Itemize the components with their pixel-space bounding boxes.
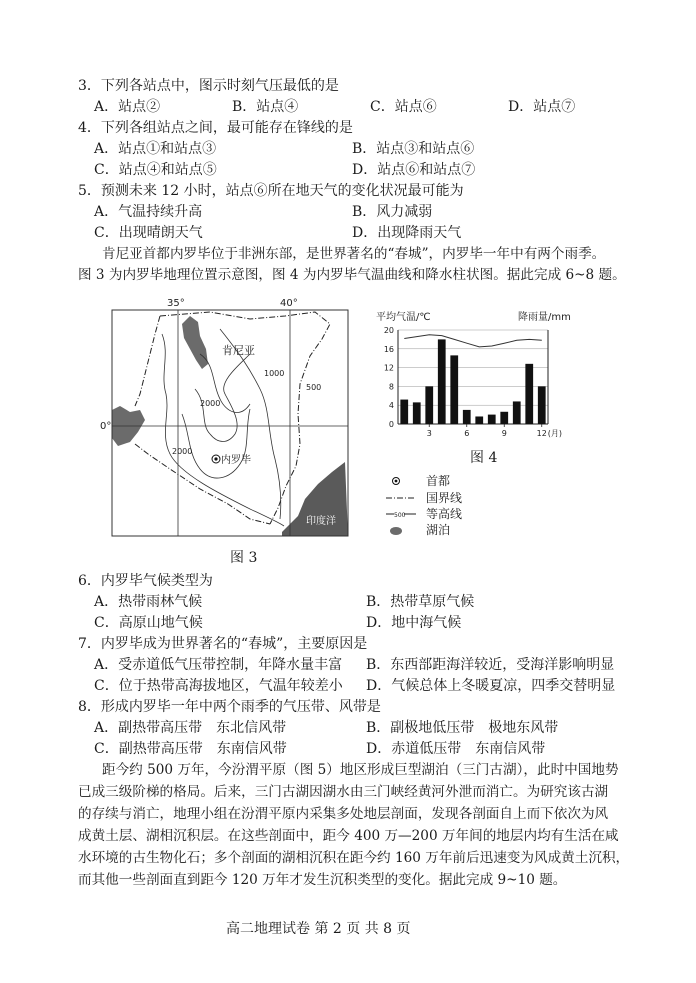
lat-label-equator: 0° — [100, 421, 112, 432]
q4-option-a: A．站点①和站点③ — [94, 141, 217, 157]
q7-option-b: B．东西部距海洋较近，受海洋影响明显 — [366, 657, 615, 673]
climate-chart — [370, 306, 580, 448]
q5-option-d: D．出现降雨天气 — [352, 225, 462, 241]
precipitation-bar — [413, 402, 421, 424]
q5-option-b: B．风力减弱 — [352, 204, 433, 220]
lon-label-35: 35° — [167, 298, 185, 309]
contour-line — [220, 329, 281, 519]
q8-option-a: A．副热带高压带 东北信风带 — [94, 720, 287, 736]
city-label: 内罗毕 — [221, 455, 251, 466]
precipitation-bar — [525, 364, 533, 424]
q5-option-a: A．气温持续升高 — [94, 204, 203, 220]
q6-stem: 6．内罗毕气候类型为 — [78, 573, 213, 589]
x-tick-label: 12 — [536, 429, 547, 438]
q6-option-a: A．热带雨林气候 — [94, 594, 203, 610]
y-tick-label: 8 — [388, 382, 394, 392]
y-tick-label: 0 — [388, 420, 394, 429]
q7-option-d: D．气候总体上冬暖夏凉，四季交替明显 — [366, 678, 616, 694]
precipitation-bar — [513, 401, 521, 424]
page-footer: 高二地理试卷 第 2 页 共 8 页 — [226, 921, 411, 937]
precipitation-bar — [450, 355, 458, 424]
lon-label-40: 40° — [280, 298, 298, 309]
lake-turkana — [182, 316, 208, 369]
q4-option-d: D．站点⑥和站点⑦ — [352, 162, 476, 178]
intro1-line2: 图 3 为内罗毕地理位置示意图，图 4 为内罗毕气温曲线和降水柱状图。据此完成 6~8 题。 — [78, 267, 626, 283]
contour-line — [162, 334, 284, 526]
contour-line — [182, 409, 250, 478]
contour-label: 500 — [306, 383, 322, 392]
q7-option-c: C．位于热带高海拔地区，气温年较差小 — [94, 678, 343, 694]
q4-option-b: B．站点③和站点⑥ — [352, 141, 475, 157]
q5-option-c: C．出现晴朗天气 — [94, 225, 203, 241]
precipitation-bar — [475, 416, 483, 424]
figure-4-caption: 图 4 — [470, 450, 498, 466]
kenya-location-map — [100, 294, 360, 544]
q4-option-c: C．站点④和站点⑤ — [94, 162, 217, 178]
intro2-line1: 距今约 500 万年，今汾渭平原（图 5）地区形成巨型湖泊（三门古湖），此时中国地势 — [102, 762, 619, 778]
right-axis-label: 降雨量/mm — [518, 312, 571, 323]
y-tick-label: 4 — [388, 401, 394, 411]
legend-label-capital: 首都 — [426, 474, 451, 488]
precipitation-bar — [463, 410, 471, 424]
q3-option-d: D．站点⑦ — [508, 99, 576, 115]
intro2-line3: 的存续与消亡，地理小组在汾渭平原内采集多处地层剖面，发现各剖面自上而下依次为风 — [78, 806, 609, 822]
q7-option-a: A．受赤道低气压带控制，年降水量丰富 — [94, 657, 343, 673]
legend-capital-icon-dot — [395, 480, 398, 483]
x-tick-label: 3 — [426, 429, 432, 438]
intro1-line1: 肯尼亚首都内罗毕位于非洲东部，是世界著名的“春城”，内罗毕一年中有两个雨季。 — [102, 246, 606, 262]
ocean-label: 印度洋 — [306, 516, 336, 527]
precipitation-bar — [425, 386, 433, 424]
q8-stem: 8．形成内罗毕一年中两个雨季的气压带、风带是 — [78, 699, 381, 715]
q4-stem: 4．下列各组站点之间，最可能存在锋线的是 — [78, 120, 353, 136]
x-tick-label: 9 — [501, 429, 507, 438]
y-tick-label: 16 — [383, 344, 394, 354]
temperature-curve — [404, 335, 542, 347]
contour-label: 2000 — [172, 447, 193, 456]
left-axis-label: 平均气温/℃ — [376, 312, 431, 323]
q8-option-b: B．副极地低压带 极地东风带 — [366, 720, 559, 736]
intro2-line4: 成黄土层、湖相沉积层。在这些剖面中，距今 400 万—200 万年间的地层内均有生活在咸 — [78, 828, 619, 844]
figure-3-caption: 图 3 — [230, 550, 258, 566]
q7-stem: 7．内罗毕成为世界著名的“春城”，主要原因是 — [78, 636, 368, 652]
intro2-line2: 已成三级阶梯的格局。后来，三门古湖因湖水由三门峡经黄河外泄而消亡。为研究该古湖 — [78, 784, 609, 800]
precipitation-bar — [538, 386, 546, 424]
legend-label-border: 国界线 — [426, 491, 463, 505]
intro2-line5: 水环境的古生物化石；多个剖面的湖相沉积在距今约 160 万年前后迅速变为风成黄土沉积， — [78, 850, 630, 866]
q6-option-b: B．热带草原气候 — [366, 594, 475, 610]
q6-option-d: D．地中海气候 — [366, 615, 462, 631]
contour-label: 2000 — [200, 399, 221, 408]
country-label: 肯尼亚 — [222, 344, 255, 357]
y-tick-label: 20 — [383, 326, 394, 335]
y-tick-label: 12 — [383, 363, 394, 373]
precipitation-bar — [488, 415, 496, 424]
q3-option-b: B．站点④ — [232, 99, 299, 115]
x-tick-label: 6 — [464, 429, 470, 438]
legend-label-lake: 湖泊 — [426, 523, 451, 537]
precipitation-bar — [500, 412, 508, 424]
precipitation-bar — [438, 339, 446, 424]
precipitation-bar — [400, 400, 408, 424]
q8-option-d: D．赤道低压带 东南信风带 — [366, 741, 546, 757]
q6-option-c: C．高原山地气候 — [94, 615, 203, 631]
legend-label-contour: 等高线 — [426, 507, 463, 521]
legend-lake-icon — [390, 527, 402, 535]
q3-option-c: C．站点⑥ — [370, 99, 437, 115]
legend-contour-value: 500 — [394, 512, 406, 519]
intro2-line6: 而其他一些剖面直到距今 120 万年才发生沉积类型的变化。据此完成 9~10 题。 — [78, 872, 567, 888]
x-axis-unit: (月) — [547, 429, 562, 438]
q5-stem: 5．预测未来 12 小时，站点⑥所在地天气的变化状况最可能为 — [78, 183, 464, 199]
q3-stem: 3．下列各站点中，图示时刻气压最低的是 — [78, 78, 339, 94]
contour-label: 1000 — [264, 369, 285, 378]
capital-dot — [214, 457, 217, 460]
q3-option-a: A．站点② — [94, 99, 161, 115]
q8-option-c: C．副热带高压带 东南信风带 — [94, 741, 287, 757]
